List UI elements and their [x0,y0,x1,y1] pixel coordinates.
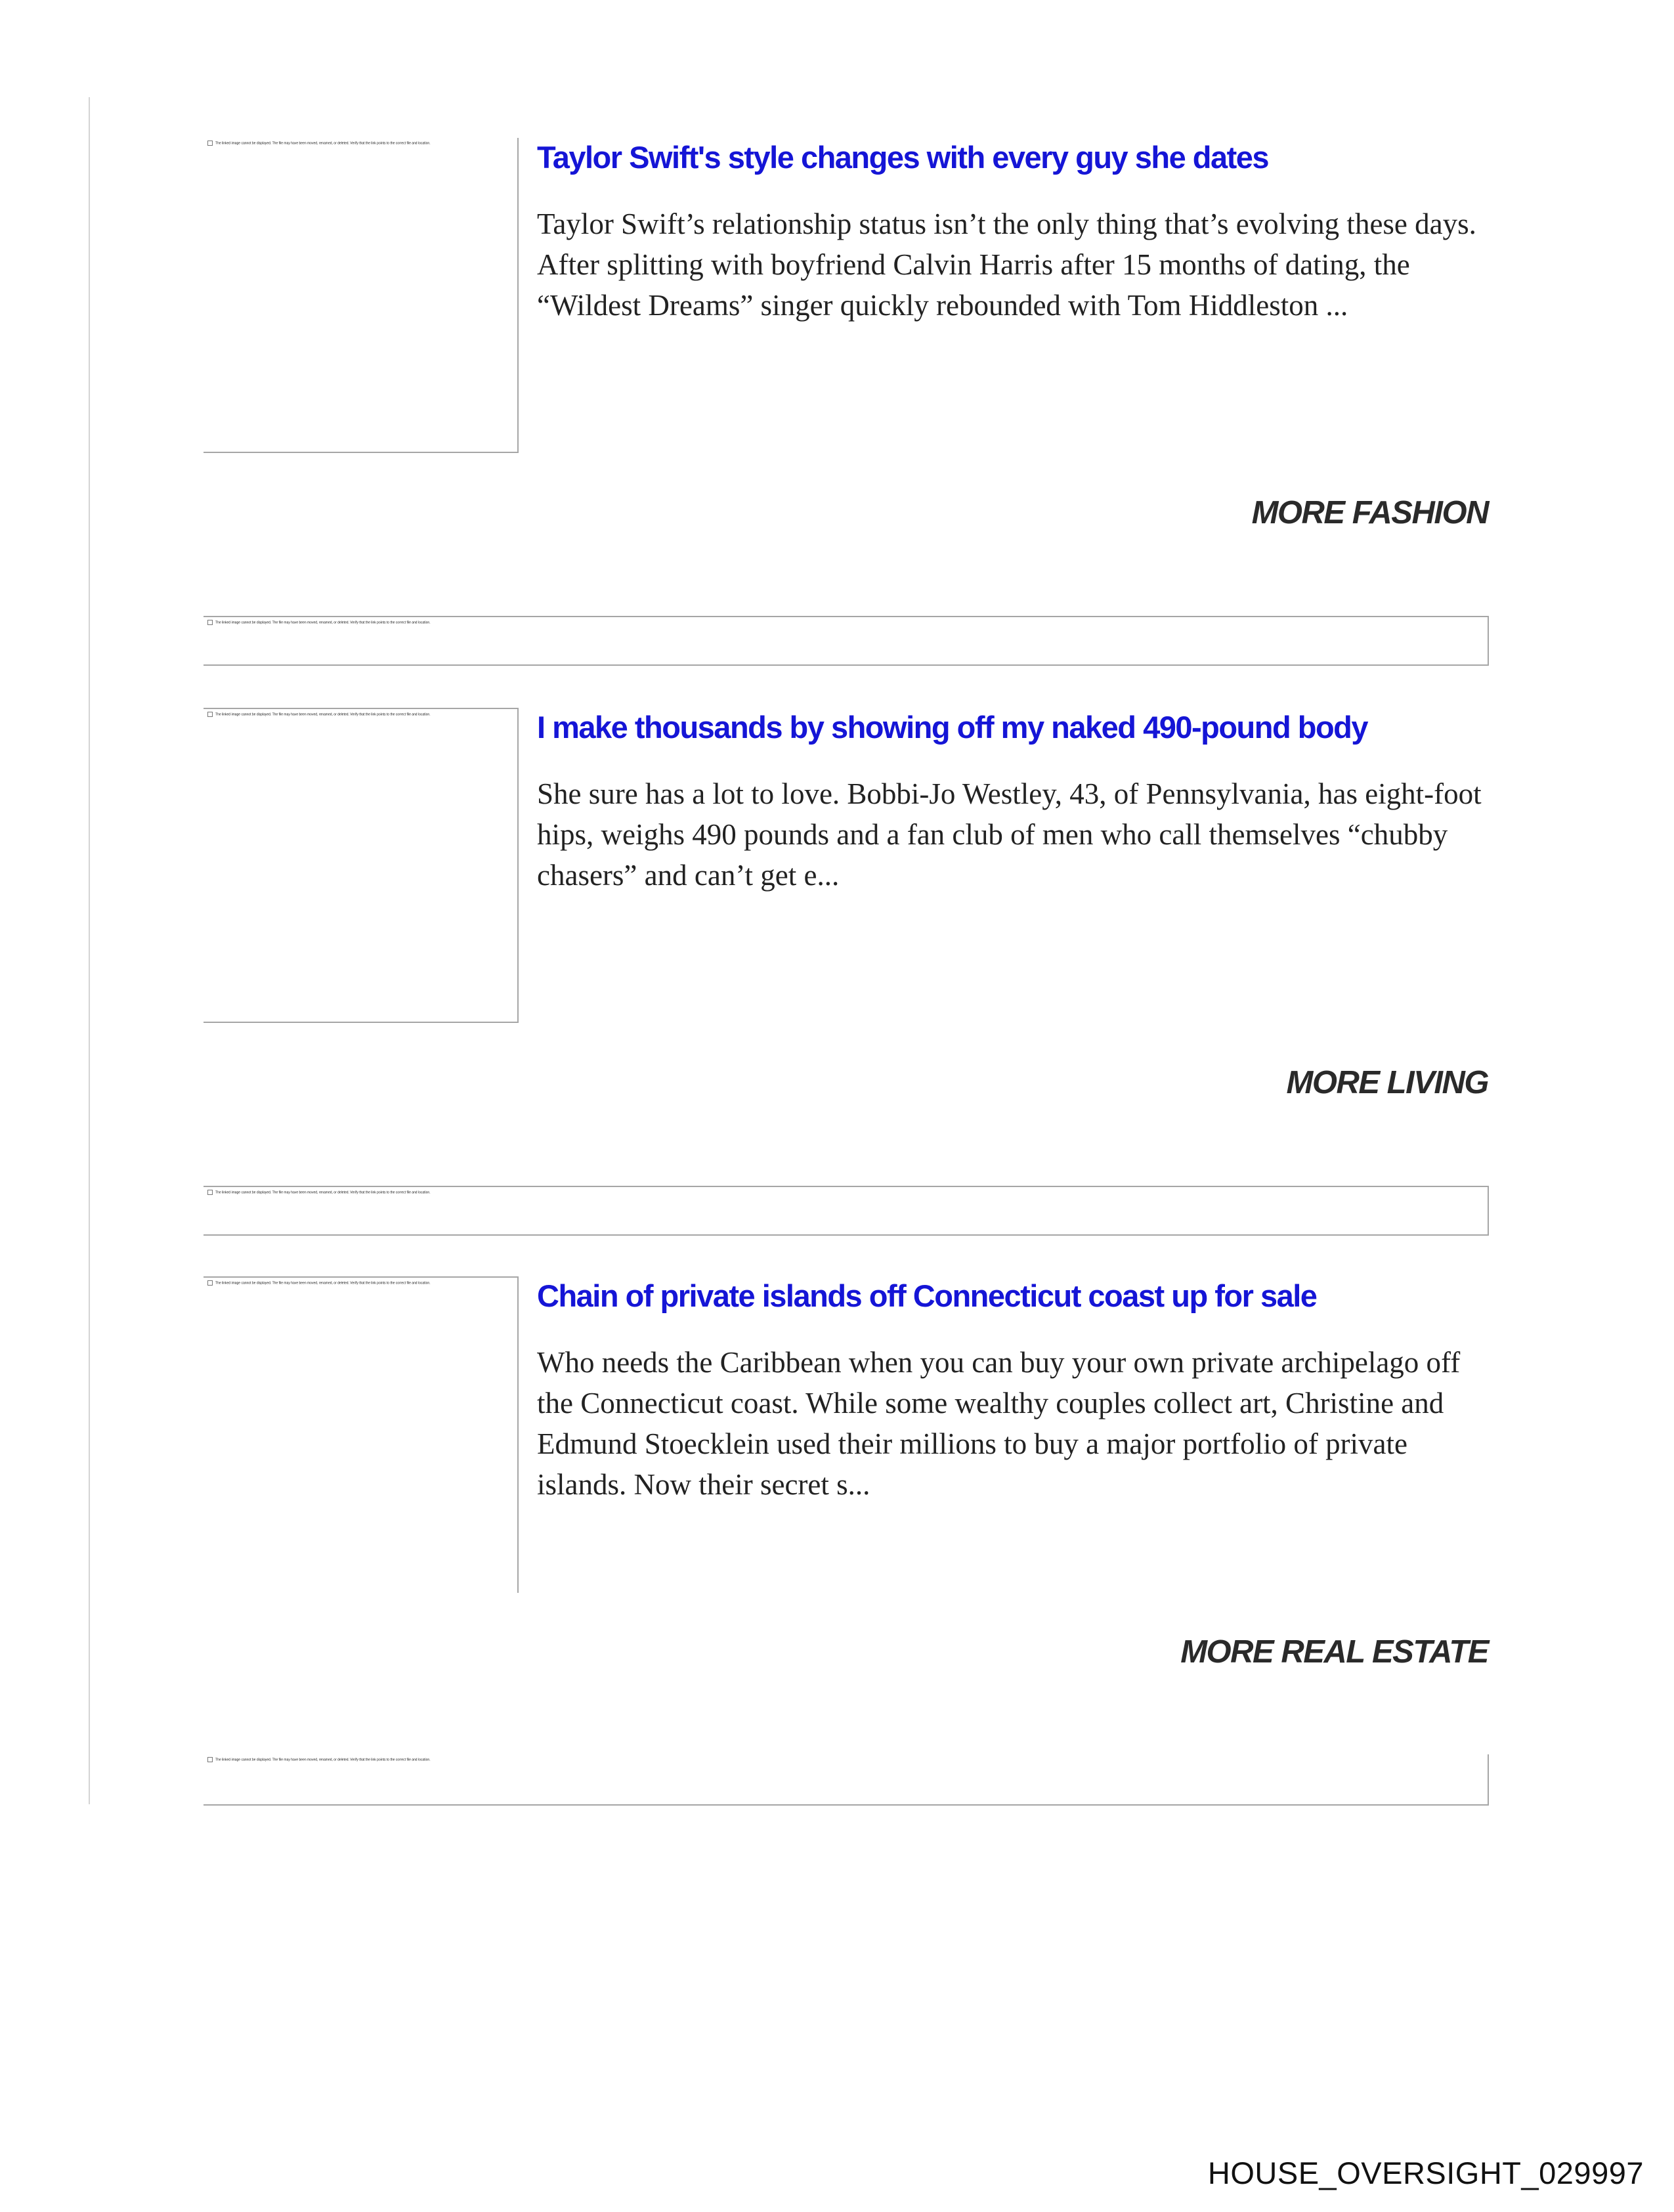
broken-image-icon [207,620,213,625]
more-real-estate-link[interactable]: MORE REAL ESTATE [1180,1634,1488,1670]
article-thumbnail-broken[interactable] [204,708,519,1023]
broken-image-alt-text: The linked image cannot be displayed. The file may have been moved, renamed, or deleted. Verify that the link points to the correct file and location. [207,1190,431,1195]
document-id-stamp: HOUSE_OVERSIGHT_029997 [1207,2156,1644,2190]
broken-image-icon [207,1757,213,1762]
article-headline-link[interactable]: Chain of private islands off Connecticut coast up for sale [537,1278,1317,1313]
article-headline-link[interactable]: Taylor Swift's style changes with every guy she dates [537,140,1269,175]
broken-image-icon [207,1190,213,1195]
broken-image-alt-text: The linked image cannot be displayed. The file may have been moved, renamed, or deleted. Verify that the link points to the correct file and location. [207,1757,431,1762]
article-excerpt: She sure has a lot to love. Bobbi-Jo Westley, 43, of Pennsylvania, has eight-foot hips, weighs 490 pounds and a fan club of men who call themselves “chubby chasers” and can’t get e... [537,777,1482,892]
broken-image-icon [207,712,213,717]
page-left-rule [89,97,90,1804]
more-living-link[interactable]: MORE LIVING [1286,1065,1488,1100]
banner-ad-broken-image[interactable] [204,1754,1489,1806]
article-headline-link[interactable]: I make thousands by showing off my naked 490-pound body [537,710,1368,745]
article-excerpt: Who needs the Caribbean when you can buy your own private archipelago off the Connecticut coast. While some wealthy couples collect art, Christine and Edmund Stoecklein used their millions to buy a major portfolio of private islands. Now their secret s... [537,1346,1461,1501]
broken-image-alt-text: The linked image cannot be displayed. The file may have been moved, renamed, or deleted. Verify that the link points to the correct file and location. [207,1280,431,1286]
broken-image-alt-text: The linked image cannot be displayed. The file may have been moved, renamed, or deleted. Verify that the link points to the correct file and location. [207,712,431,717]
broken-image-icon [207,141,213,146]
broken-image-icon [207,1280,213,1286]
more-fashion-link[interactable]: MORE FASHION [1251,495,1488,531]
broken-image-alt-text: The linked image cannot be displayed. The file may have been moved, renamed, or deleted. Verify that the link points to the correct file and location. [207,141,431,146]
article-excerpt: Taylor Swift’s relationship status isn’t the only thing that’s evolving these days. After splitting with boyfriend Calvin Harris after 15 months of dating, the “Wildest Dreams” singer quickly rebounded with Tom Hiddleston ... [537,207,1476,322]
banner-ad-broken-image[interactable] [204,616,1489,666]
banner-ad-broken-image[interactable] [204,1186,1489,1236]
article-thumbnail-broken[interactable] [204,1276,519,1593]
article-thumbnail-broken[interactable] [204,138,519,453]
broken-image-alt-text: The linked image cannot be displayed. The file may have been moved, renamed, or deleted. Verify that the link points to the correct file and location. [207,620,431,625]
